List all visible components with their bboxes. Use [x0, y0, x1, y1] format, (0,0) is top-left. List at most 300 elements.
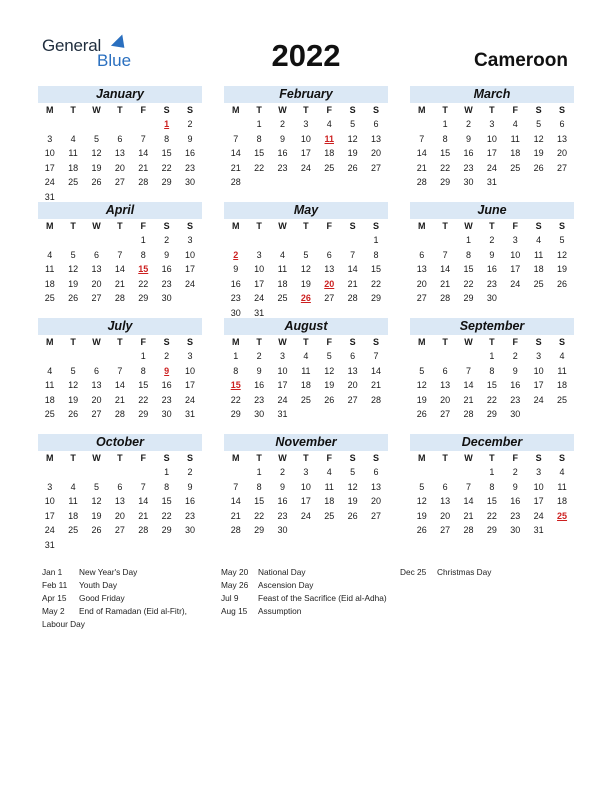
weekday-header: W	[464, 453, 473, 463]
day-cell: 8	[442, 133, 448, 144]
day-cell: 29	[138, 293, 149, 304]
weekday-header: W	[278, 221, 287, 231]
day-cell: 7	[350, 249, 356, 260]
empty-cell	[38, 233, 61, 248]
weekday-header: T	[70, 221, 76, 231]
day-cell: 7	[117, 249, 123, 260]
day-cell: 17	[277, 380, 288, 391]
day-cell: 27	[371, 162, 382, 173]
weekday-header: M	[45, 105, 54, 115]
day-cell: 23	[161, 278, 172, 289]
day-cell: 16	[277, 148, 288, 159]
weekday-header: F	[326, 337, 332, 347]
holiday-date: Aug 15	[221, 606, 248, 616]
weekday-header: F	[512, 221, 518, 231]
day-cell: 2	[164, 235, 170, 245]
day-cell: 23	[463, 162, 474, 173]
day-cell: 6	[373, 467, 379, 477]
day-cell: 30	[161, 293, 172, 304]
day-cell: 16	[510, 496, 521, 507]
day-cell: 14	[230, 148, 241, 159]
day-cell: 1	[164, 467, 170, 477]
day-cell: 25	[68, 525, 79, 536]
day-cell: 21	[138, 510, 149, 521]
day-cell: 5	[70, 249, 76, 260]
day-cell: 6	[559, 119, 565, 129]
empty-cell	[85, 117, 108, 132]
day-cell: 29	[254, 525, 265, 536]
day-cell: 31	[44, 191, 55, 202]
day-cell: 19	[68, 394, 79, 405]
day-cell: 18	[68, 162, 79, 173]
day-cell: 9	[489, 249, 495, 260]
day-cell: 13	[347, 365, 358, 376]
day-cell: 28	[138, 177, 149, 188]
month-title: June	[410, 202, 574, 219]
day-cell: 26	[91, 177, 102, 188]
day-cell: 17	[185, 380, 196, 391]
weekday-header: W	[464, 221, 473, 231]
empty-cell	[224, 117, 247, 132]
weekday-header: T	[442, 453, 448, 463]
empty-cell	[410, 233, 433, 248]
day-cell: 9	[164, 249, 170, 260]
month-title: October	[38, 434, 202, 451]
day-cell: 28	[463, 409, 474, 420]
day-cell: 30	[185, 525, 196, 536]
day-cell: 21	[463, 394, 474, 405]
day-cell: 13	[324, 264, 335, 275]
month-march	[410, 86, 574, 190]
day-cell: 4	[326, 467, 332, 477]
empty-cell	[85, 233, 108, 248]
holiday-item	[221, 605, 387, 618]
day-cell: 11	[324, 481, 334, 492]
weekday-header: W	[278, 105, 287, 115]
day-cell: 8	[256, 481, 262, 492]
day-cell: 17	[300, 148, 311, 159]
empty-cell	[294, 233, 317, 248]
day-cell: 24	[44, 525, 55, 536]
month-january	[38, 86, 202, 205]
day-cell: 7	[465, 481, 471, 492]
day-grid	[38, 335, 202, 422]
day-cell: 20	[440, 394, 451, 405]
day-cell: 13	[114, 496, 125, 507]
day-cell: 13	[371, 481, 382, 492]
day-cell: 21	[371, 380, 382, 391]
weekday-header: T	[489, 221, 495, 231]
weekday-header: S	[163, 221, 170, 231]
weekday-header: M	[45, 453, 54, 463]
day-cell: 29	[463, 293, 474, 304]
day-cell: 31	[277, 409, 288, 420]
day-cell: 21	[416, 162, 427, 173]
day-cell: 18	[68, 510, 79, 521]
day-cell: 1	[465, 235, 471, 245]
day-cell: 28	[463, 525, 474, 536]
empty-cell	[410, 349, 433, 364]
month-february	[224, 86, 388, 190]
day-cell: 21	[347, 278, 358, 289]
day-cell: 4	[326, 119, 332, 129]
day-cell: 24	[254, 293, 265, 304]
day-cell: 19	[324, 380, 335, 391]
empty-cell	[410, 117, 433, 132]
day-cell: 5	[350, 467, 356, 477]
day-grid	[410, 451, 574, 538]
weekday-header: T	[303, 337, 309, 347]
day-cell: 24	[185, 394, 196, 405]
day-cell: 3	[256, 249, 262, 260]
day-cell: 21	[138, 162, 149, 173]
day-cell: 8	[489, 365, 495, 376]
day-cell: 28	[440, 293, 451, 304]
day-cell: 18	[324, 496, 335, 507]
day-cell: 20	[557, 148, 568, 159]
day-cell: 11	[45, 264, 55, 275]
day-cell: 7	[419, 133, 425, 144]
weekday-header: S	[559, 105, 566, 115]
month-title: December	[410, 434, 574, 451]
day-cell: 2	[279, 467, 285, 477]
day-cell: 16	[254, 380, 265, 391]
day-cell: 17	[533, 496, 544, 507]
day-cell: 6	[442, 481, 448, 492]
day-cell: 14	[416, 148, 427, 159]
day-cell: 17	[486, 148, 497, 159]
weekday-header: M	[45, 337, 54, 347]
day-cell: 5	[93, 481, 99, 492]
month-title: August	[224, 318, 388, 335]
weekday-header: M	[417, 221, 426, 231]
day-cell: 12	[557, 249, 568, 260]
empty-cell	[433, 233, 456, 248]
day-cell: 25	[277, 293, 288, 304]
empty-cell	[457, 349, 480, 364]
day-cell: 10	[533, 481, 544, 492]
day-cell: 22	[254, 162, 265, 173]
empty-cell	[247, 233, 270, 248]
day-cell: 25	[44, 409, 55, 420]
day-cell: 7	[117, 365, 123, 376]
day-cell: 13	[416, 264, 427, 275]
day-cell: 12	[416, 496, 427, 507]
day-cell: 22	[463, 278, 474, 289]
day-cell: 28	[416, 177, 427, 188]
month-april	[38, 202, 202, 306]
day-cell: 26	[91, 525, 102, 536]
day-cell: 15	[486, 496, 497, 507]
day-cell: 17	[510, 264, 521, 275]
day-cell: 9	[233, 264, 239, 275]
day-cell: 21	[230, 162, 241, 173]
day-cell: 27	[91, 409, 102, 420]
weekday-header: S	[163, 453, 170, 463]
day-cell: 8	[140, 365, 146, 376]
weekday-header: S	[187, 221, 194, 231]
holiday-item	[42, 605, 187, 618]
day-cell: 27	[324, 293, 335, 304]
holiday-item	[221, 579, 387, 592]
month-july	[38, 318, 202, 422]
day-cell: 22	[486, 510, 497, 521]
day-cell: 9	[512, 481, 518, 492]
day-cell: 28	[138, 525, 149, 536]
day-cell: 30	[510, 409, 521, 420]
weekday-header: T	[117, 337, 123, 347]
day-cell: 11	[510, 133, 520, 144]
day-cell: 10	[185, 365, 196, 376]
day-cell: 22	[138, 394, 149, 405]
day-cell: 29	[440, 177, 451, 188]
holiday-name: Ascension Day	[258, 580, 314, 590]
day-cell: 6	[350, 351, 356, 361]
weekday-header: T	[442, 337, 448, 347]
holiday-item	[221, 592, 387, 605]
weekday-header: F	[326, 105, 332, 115]
day-cell: 2	[512, 351, 518, 361]
weekday-header: T	[303, 105, 309, 115]
weekday-header: W	[464, 337, 473, 347]
day-cell: 15	[371, 264, 382, 275]
holiday-day-cell: 1	[164, 119, 170, 129]
weekday-header: T	[489, 105, 495, 115]
holiday-name: Labour Day	[42, 619, 85, 629]
day-cell: 15	[161, 148, 172, 159]
day-cell: 5	[350, 119, 356, 129]
day-cell: 5	[70, 365, 76, 376]
day-cell: 16	[277, 496, 288, 507]
day-cell: 7	[140, 133, 146, 144]
day-cell: 14	[114, 264, 125, 275]
day-cell: 16	[463, 148, 474, 159]
day-cell: 12	[91, 496, 102, 507]
empty-cell	[61, 349, 84, 364]
holiday-day-cell: 15	[230, 380, 241, 391]
day-cell: 22	[371, 278, 382, 289]
day-cell: 23	[230, 293, 241, 304]
day-cell: 13	[440, 496, 451, 507]
day-cell: 19	[416, 394, 427, 405]
month-november	[224, 434, 388, 538]
weekday-header: W	[464, 105, 473, 115]
day-cell: 24	[300, 510, 311, 521]
weekday-header: F	[512, 105, 518, 115]
day-cell: 15	[463, 264, 474, 275]
empty-cell	[38, 117, 61, 132]
day-cell: 18	[324, 148, 335, 159]
empty-cell	[108, 465, 131, 480]
day-cell: 20	[91, 278, 102, 289]
day-cell: 7	[373, 351, 379, 361]
day-cell: 7	[233, 481, 239, 492]
month-may	[224, 202, 388, 321]
day-cell: 4	[70, 481, 76, 492]
day-cell: 1	[233, 351, 239, 361]
empty-cell	[132, 465, 155, 480]
day-cell: 31	[533, 525, 544, 536]
day-cell: 6	[373, 119, 379, 129]
weekday-header: S	[373, 105, 380, 115]
day-cell: 3	[536, 351, 542, 361]
day-cell: 25	[324, 162, 335, 173]
weekday-header: T	[442, 221, 448, 231]
weekday-header: T	[70, 105, 76, 115]
weekday-header: T	[303, 453, 309, 463]
day-cell: 12	[300, 264, 311, 275]
day-cell: 15	[138, 380, 149, 391]
day-cell: 16	[185, 496, 196, 507]
day-cell: 29	[138, 409, 149, 420]
day-cell: 12	[416, 380, 427, 391]
weekday-header: T	[303, 221, 309, 231]
day-cell: 4	[47, 365, 53, 376]
day-cell: 24	[277, 394, 288, 405]
day-cell: 28	[347, 293, 358, 304]
day-cell: 22	[161, 510, 172, 521]
day-cell: 17	[44, 162, 55, 173]
day-cell: 15	[440, 148, 451, 159]
day-cell: 10	[300, 481, 311, 492]
day-cell: 8	[465, 249, 471, 260]
day-cell: 6	[419, 249, 425, 260]
holiday-day-cell: 20	[324, 278, 335, 289]
day-cell: 9	[465, 133, 471, 144]
day-cell: 1	[140, 351, 146, 361]
day-cell: 22	[138, 278, 149, 289]
day-cell: 19	[347, 496, 358, 507]
day-cell: 30	[185, 177, 196, 188]
day-grid	[224, 451, 388, 538]
day-cell: 7	[465, 365, 471, 376]
weekday-header: W	[92, 221, 101, 231]
empty-cell	[433, 349, 456, 364]
day-cell: 7	[233, 133, 239, 144]
day-cell: 22	[254, 510, 265, 521]
day-cell: 23	[510, 510, 521, 521]
day-cell: 10	[44, 148, 55, 159]
holiday-day-cell: 15	[138, 264, 149, 275]
logo-text-blue: Blue	[97, 51, 132, 70]
empty-cell	[271, 233, 294, 248]
day-cell: 2	[164, 351, 170, 361]
weekday-header: S	[535, 105, 542, 115]
day-cell: 12	[347, 481, 358, 492]
day-cell: 3	[303, 467, 309, 477]
day-cell: 14	[371, 365, 382, 376]
day-cell: 31	[486, 177, 497, 188]
day-cell: 26	[347, 510, 358, 521]
day-cell: 6	[326, 249, 332, 260]
day-cell: 8	[164, 133, 170, 144]
day-cell: 20	[114, 162, 125, 173]
weekday-header: W	[92, 105, 101, 115]
day-cell: 27	[557, 162, 568, 173]
holiday-day-cell: 11	[324, 133, 335, 144]
day-cell: 25	[557, 394, 568, 405]
day-cell: 29	[486, 409, 497, 420]
weekday-header: S	[187, 453, 194, 463]
day-cell: 13	[91, 380, 102, 391]
holiday-day-cell: 26	[300, 293, 311, 304]
weekday-header: S	[559, 453, 566, 463]
day-cell: 16	[185, 148, 196, 159]
day-cell: 30	[486, 293, 497, 304]
day-cell: 19	[416, 510, 427, 521]
day-cell: 1	[256, 467, 262, 477]
day-cell: 29	[486, 525, 497, 536]
day-cell: 2	[256, 351, 262, 361]
day-cell: 3	[187, 235, 193, 245]
weekday-header: F	[326, 221, 332, 231]
weekday-header: M	[231, 337, 240, 347]
day-cell: 10	[277, 365, 288, 376]
day-cell: 27	[347, 394, 358, 405]
holiday-item	[42, 592, 187, 605]
day-cell: 12	[68, 380, 79, 391]
day-cell: 31	[254, 307, 265, 318]
day-cell: 18	[557, 380, 568, 391]
day-cell: 14	[440, 264, 451, 275]
day-cell: 17	[254, 278, 265, 289]
day-cell: 9	[512, 365, 518, 376]
day-cell: 11	[68, 148, 78, 159]
day-cell: 24	[185, 278, 196, 289]
empty-cell	[61, 233, 84, 248]
weekday-header: S	[559, 337, 566, 347]
day-cell: 26	[324, 394, 335, 405]
day-cell: 20	[371, 496, 382, 507]
weekday-header: F	[140, 453, 146, 463]
month-title: March	[410, 86, 574, 103]
day-cell: 16	[161, 380, 172, 391]
weekday-header: S	[349, 221, 356, 231]
day-cell: 21	[230, 510, 241, 521]
holiday-name: New Year's Day	[79, 567, 138, 577]
weekday-header: T	[256, 453, 262, 463]
weekday-header: S	[187, 337, 194, 347]
weekday-header: T	[70, 453, 76, 463]
day-cell: 3	[47, 133, 53, 144]
day-cell: 24	[486, 162, 497, 173]
day-cell: 2	[465, 119, 471, 129]
day-cell: 10	[300, 133, 311, 144]
empty-cell	[410, 465, 433, 480]
day-cell: 27	[371, 510, 382, 521]
weekday-header: S	[535, 453, 542, 463]
day-cell: 26	[68, 293, 79, 304]
holiday-column	[400, 566, 491, 579]
day-cell: 14	[463, 496, 474, 507]
weekday-header: M	[417, 453, 426, 463]
day-cell: 27	[440, 525, 451, 536]
day-cell: 14	[138, 148, 149, 159]
weekday-header: S	[559, 221, 566, 231]
weekday-header: S	[349, 337, 356, 347]
day-grid	[38, 103, 202, 205]
day-cell: 30	[277, 525, 288, 536]
day-cell: 12	[533, 133, 544, 144]
day-cell: 9	[187, 133, 193, 144]
day-cell: 26	[68, 409, 79, 420]
weekday-header: M	[45, 221, 54, 231]
weekday-header: S	[163, 337, 170, 347]
day-cell: 3	[187, 351, 193, 361]
month-title: January	[38, 86, 202, 103]
day-cell: 5	[303, 249, 309, 260]
empty-cell	[108, 233, 131, 248]
